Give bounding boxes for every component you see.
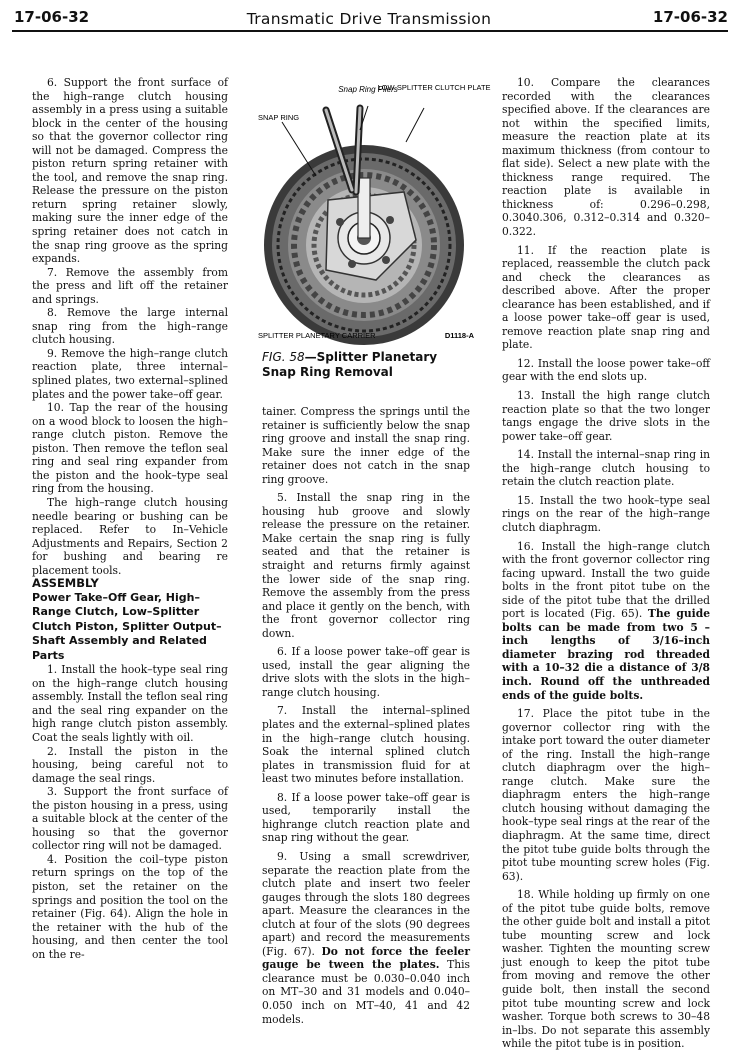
step-10: 10. Tap the rear of the housing on a wood block to loosen the high–range clutch piston. Remove the piston. Then remove the teflon seal ring and seal ring expander from the piston and the hook–type seal ring from the housing. [32, 401, 228, 496]
figure-caption [262, 350, 472, 380]
page-number-right: 17-06-32 [652, 8, 728, 26]
subsection-heading: Power Take–Off Gear, High–Range Clutch, Low–Splitter Clutch Piston, Splitter Output–Shaft Assembly and Related Parts [32, 590, 222, 662]
assembly-step-4-continued: tainer. Compress the springs until the retainer is sufficiently below the snap ring groove and install the snap ring. Make sure the inner edge of the retainer does not catch in the snap ring groove. [262, 405, 470, 486]
assembly-step-17: 17. Place the pitot tube in the governor collector ring with the intake port toward the outer diameter of the ring. Install the high–range clutch diaphragm over the high–range clutch. Make sure the diaphragm enters the high–range clutch housing without damaging the hook–type seal rings at the rear of the diaphragm. At the same time, direct the pitot tube guide bolts through the pitot tube mounting screw holes (Fig. 63). [502, 707, 710, 883]
header-rule [12, 30, 728, 32]
assembly-step-7: 7. Install the internal–splined plates and the external–splined plates in the high–range clutch housing. Soak the internal splined clutch plates in transmission fluid for at least two minutes before installation. [262, 704, 470, 786]
label-snap-ring-text: SNAP RING [258, 113, 300, 122]
step-9-clearance: This clearance must be 0.030–0.040 inch on MT–30 and 31 models and 0.040–0.050 inch on MT–40, 41 and 42 models. [262, 958, 470, 1026]
label-snap-ring [258, 113, 299, 122]
step-16-text: 16. Install the high–range clutch with the front governor collector ring facing upward. Install the two guide bolts in the front pitot tube on the side of the pitot tube that the drilled port is located (Fig. 65). [502, 539, 710, 621]
assembly-step-2: 2. Install the piston in the housing, being careful not to damage the seal rings. [32, 744, 228, 785]
figure-code [445, 331, 475, 340]
assembly-step-12: 12. Install the loose power take–off gear with the end slots up. [502, 356, 710, 384]
page-number-left: 17-06-32 [14, 8, 90, 26]
figure-58-photo [256, 80, 491, 344]
label-splitter-carrier [258, 331, 376, 340]
assembly-step-16 [502, 540, 710, 703]
clutch-assembly-illustration [264, 145, 464, 345]
assembly-step-18: 18. While holding up firmly on one of the pitot tube guide bolts, remove the other guide bolt and install a pitot tube mounting screw and lock washer. Tighten the mounting screw just enough to keep the pitot tube from moving and remove the other guide bolt, then install the second pitot tube mounting screw and lock washer. Torque both screws to 30–48 in–lbs. Do not separate this assembly while the pitot tube is in position. [502, 888, 710, 1051]
label-carrier-text: SPLITTER PLANETARY CARRIER [258, 331, 376, 340]
column-right [502, 76, 710, 1051]
assembly-step-3: 3. Support the front surface of the piston housing in a press, using a suitable block at the center of the housing so that the governor collector ring will not be damaged. [32, 785, 228, 853]
assembly-step-13: 13. Install the high range clutch reaction plate so that the two longer tangs engage the drive slots in the power take–off gear. [502, 389, 710, 443]
column-left [32, 76, 228, 961]
assembly-step-15: 15. Install the two hook–type seal rings on the rear of the high–range clutch diaphragm. [502, 493, 710, 534]
page-title: Transmatic Drive Transmission [246, 10, 492, 28]
assembly-step-4: 4. Position the coil–type piston return springs on the top of the piston, set the retainer on the springs and position the tool on the retainer (Fig. 64). Align the hole in the retainer with the hub of the housing, and then center the tool on the re- [32, 852, 228, 961]
figure-code-text: D1118-A [444, 331, 474, 340]
column-middle [262, 405, 470, 1026]
label-low-splitter-text: LOW-SPLITTER CLUTCH PLATE [377, 83, 491, 92]
assembly-step-9 [262, 850, 470, 1026]
step-9-warning: Do not force the feeler gauge be tween the plates. [262, 944, 470, 972]
assembly-step-1: 1. Install the hook–type seal ring on the high–range clutch housing assembly. Install the teflon seal ring and the seal ring expander on the high range clutch piston assembly. Coat the seals lightly with oil. [32, 663, 228, 745]
assembly-step-5: 5. Install the snap ring in the housing hub groove and slowly release the pressure on the retainer. Make certain the snap ring is fully seated and that the retainer is straight and returns firmly against the lower side of the snap ring. Remove the assembly from the press and place it gently on the bench, with the front governor collector ring down. [262, 491, 470, 640]
step-7: 7. Remove the assembly from the press and lift off the retainer and springs. [32, 265, 228, 306]
assembly-step-11: 11. If the reaction plate is replaced, reassemble the clutch pack and check the clearances as described above. After the proper clearance has been established, and if a loose power take–off gear is used, remove reaction plate snap ring and plate. [502, 243, 710, 352]
assembly-step-10: 10. Compare the clearances recorded with the clearances specified above. If the clearances are not within the specified limits, measure the reaction plate at its maximum thickness (from contour to flat side). Select a new plate with the thickness range required. The reaction plate is available in thickness of: 0.296–0.298, 0.3040.306, 0.312–0.314 and 0.320–0.322. [502, 76, 710, 239]
step-6: 6. Support the front surface of the high–range clutch housing assembly in a press using a suitable block in the center of the housing so that the governor collector ring will not be damaged. Compress the piston return spring retainer with the tool, and remove the snap ring. Release the pressure on the piston return spring retainer slowly, making sure the inner edge of the spring retainer does not catch in the snap ring groove as the spring expands. [32, 76, 228, 266]
assembly-step-6: 6. If a loose power take–off gear is used, install the gear aligning the drive slots with the slots in the high–range clutch housing. [262, 645, 470, 699]
assembly-step-14: 14. Install the internal–snap ring in the high–range clutch housing to retain the clutch reaction plate. [502, 448, 710, 489]
assembly-step-8: 8. If a loose power take–off gear is used, temporarily install the highrange clutch reaction plate and snap ring without the gear. [262, 790, 470, 845]
figure-caption-label: FIG. 58 [262, 350, 305, 364]
step-9: 9. Remove the high–range clutch reaction plate, three internal–splined plates, two external–splined plates and the power take–off gear. [32, 346, 228, 401]
label-pliers-text: Snap Ring Pliers [338, 85, 398, 94]
step-16-guide-bolt-note: The guide bolts can be made from two 5 –inch lengths of 3/16–inch diameter brazing rod threaded with a 10–32 die a distance of 3/8 inch. Round off the unthreaded ends of the guide bolts. [502, 607, 710, 702]
section-heading-assembly: ASSEMBLY [32, 576, 99, 591]
step-9-text: 9. Using a small screwdriver, separate the reaction plate from the clutch plate and insert two feeler gauges through the slots 180 degrees apart. Measure the clearances in the clutch at four of the slots (90 degrees apart) and record the measurements (Fig. 67). [262, 849, 470, 958]
step-8: 8. Remove the large internal snap ring from the high–range clutch housing. [32, 306, 228, 347]
label-low-splitter-plate [377, 83, 490, 92]
figure-caption-text: —Splitter Planetary Snap Ring Removal [262, 350, 438, 379]
bearing-note: The high–range clutch housing needle bearing or bushing can be replaced. Refer to In–Vehicle Adjustments and Repairs, Section 2 for bushing and bearing re placement tools. [32, 495, 228, 577]
